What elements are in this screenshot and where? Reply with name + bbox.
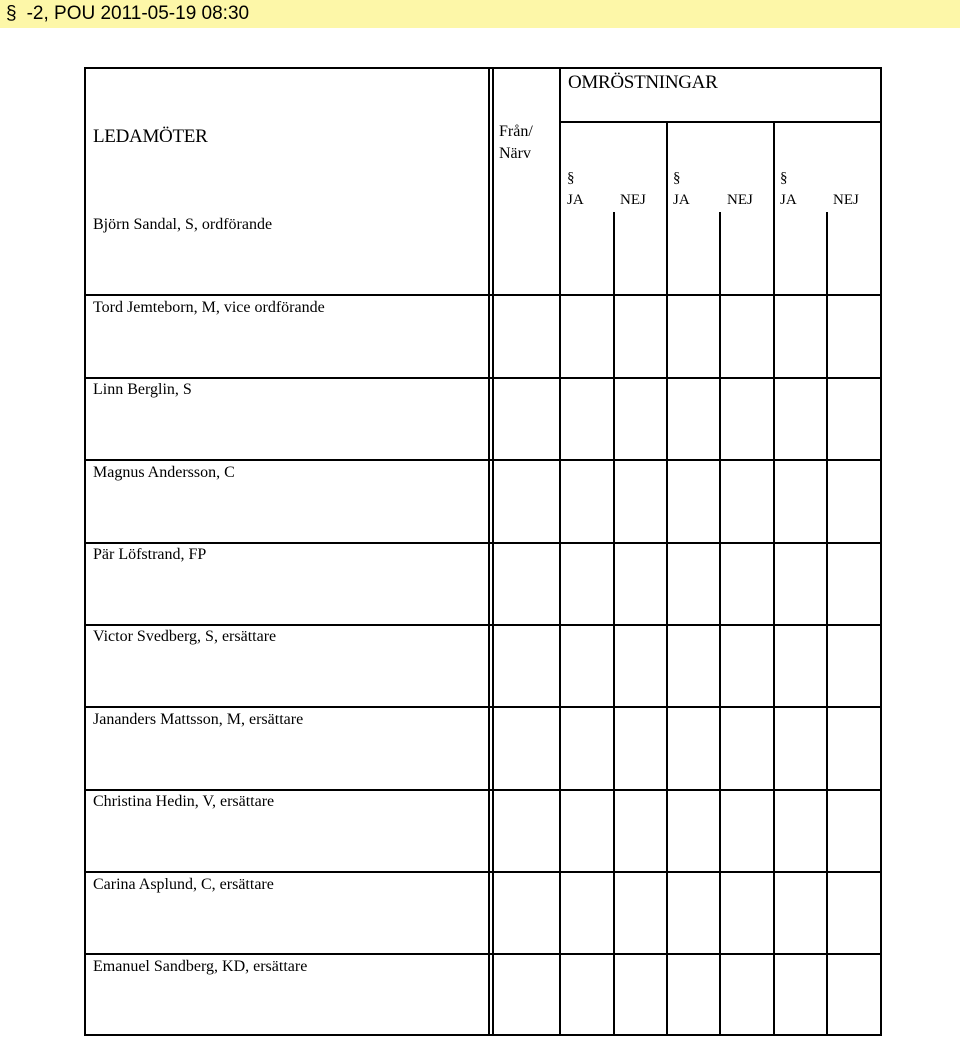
vote-yes-label: JA — [567, 192, 584, 208]
row-separator — [84, 459, 882, 461]
row-separator — [84, 542, 882, 544]
members-column-divider-a — [488, 67, 490, 1036]
vote-section-symbol: § — [673, 170, 681, 186]
vote-col-divider-2 — [666, 121, 668, 1036]
vote-section-symbol: § — [567, 170, 575, 186]
vote-section-symbol: § — [780, 170, 788, 186]
members-column-divider-b — [492, 67, 494, 1036]
row-separator — [84, 294, 882, 296]
member-name: Emanuel Sandberg, KD, ersättare — [93, 958, 308, 975]
votes-column-header: OMRÖSTNINGAR — [568, 72, 718, 93]
member-name: Tord Jemteborn, M, vice ordförande — [93, 299, 325, 316]
row-separator — [84, 871, 882, 873]
document-header-bar — [0, 0, 960, 28]
member-name: Carina Asplund, C, ersättare — [93, 876, 274, 893]
member-name: Victor Svedberg, S, ersättare — [93, 628, 277, 645]
member-name: Jananders Mattsson, M, ersättare — [93, 711, 304, 728]
presence-header-line2: Närv — [499, 145, 531, 162]
member-name: Magnus Andersson, C — [93, 464, 235, 481]
row-separator — [84, 706, 882, 708]
table-border-right — [880, 67, 882, 1036]
vote-col-divider-4 — [773, 121, 775, 1036]
row-separator — [84, 789, 882, 791]
vote-no-label: NEJ — [620, 192, 646, 208]
member-name: Björn Sandal, S, ordförande — [93, 216, 273, 233]
table-border-left — [84, 67, 86, 1036]
presence-column-divider — [559, 67, 561, 1036]
members-column-header: LEDAMÖTER — [93, 126, 208, 147]
meeting-title: -2, POU 2011-05-19 08:30 — [26, 3, 250, 24]
vote-no-label: NEJ — [833, 192, 859, 208]
votes-header-divider — [559, 121, 882, 123]
row-separator — [84, 624, 882, 626]
table-border-bottom — [84, 1034, 882, 1036]
vote-no-label: NEJ — [727, 192, 753, 208]
member-name: Pär Löfstrand, FP — [93, 546, 207, 563]
section-symbol: § — [6, 3, 17, 24]
table-border-top — [84, 67, 882, 69]
vote-yes-label: JA — [780, 192, 797, 208]
presence-header-line1: Från/ — [499, 123, 533, 140]
row-separator — [84, 953, 882, 955]
member-name: Christina Hedin, V, ersättare — [93, 793, 275, 810]
member-name: Linn Berglin, S — [93, 381, 192, 398]
vote-yes-label: JA — [673, 192, 690, 208]
row-separator — [84, 377, 882, 379]
